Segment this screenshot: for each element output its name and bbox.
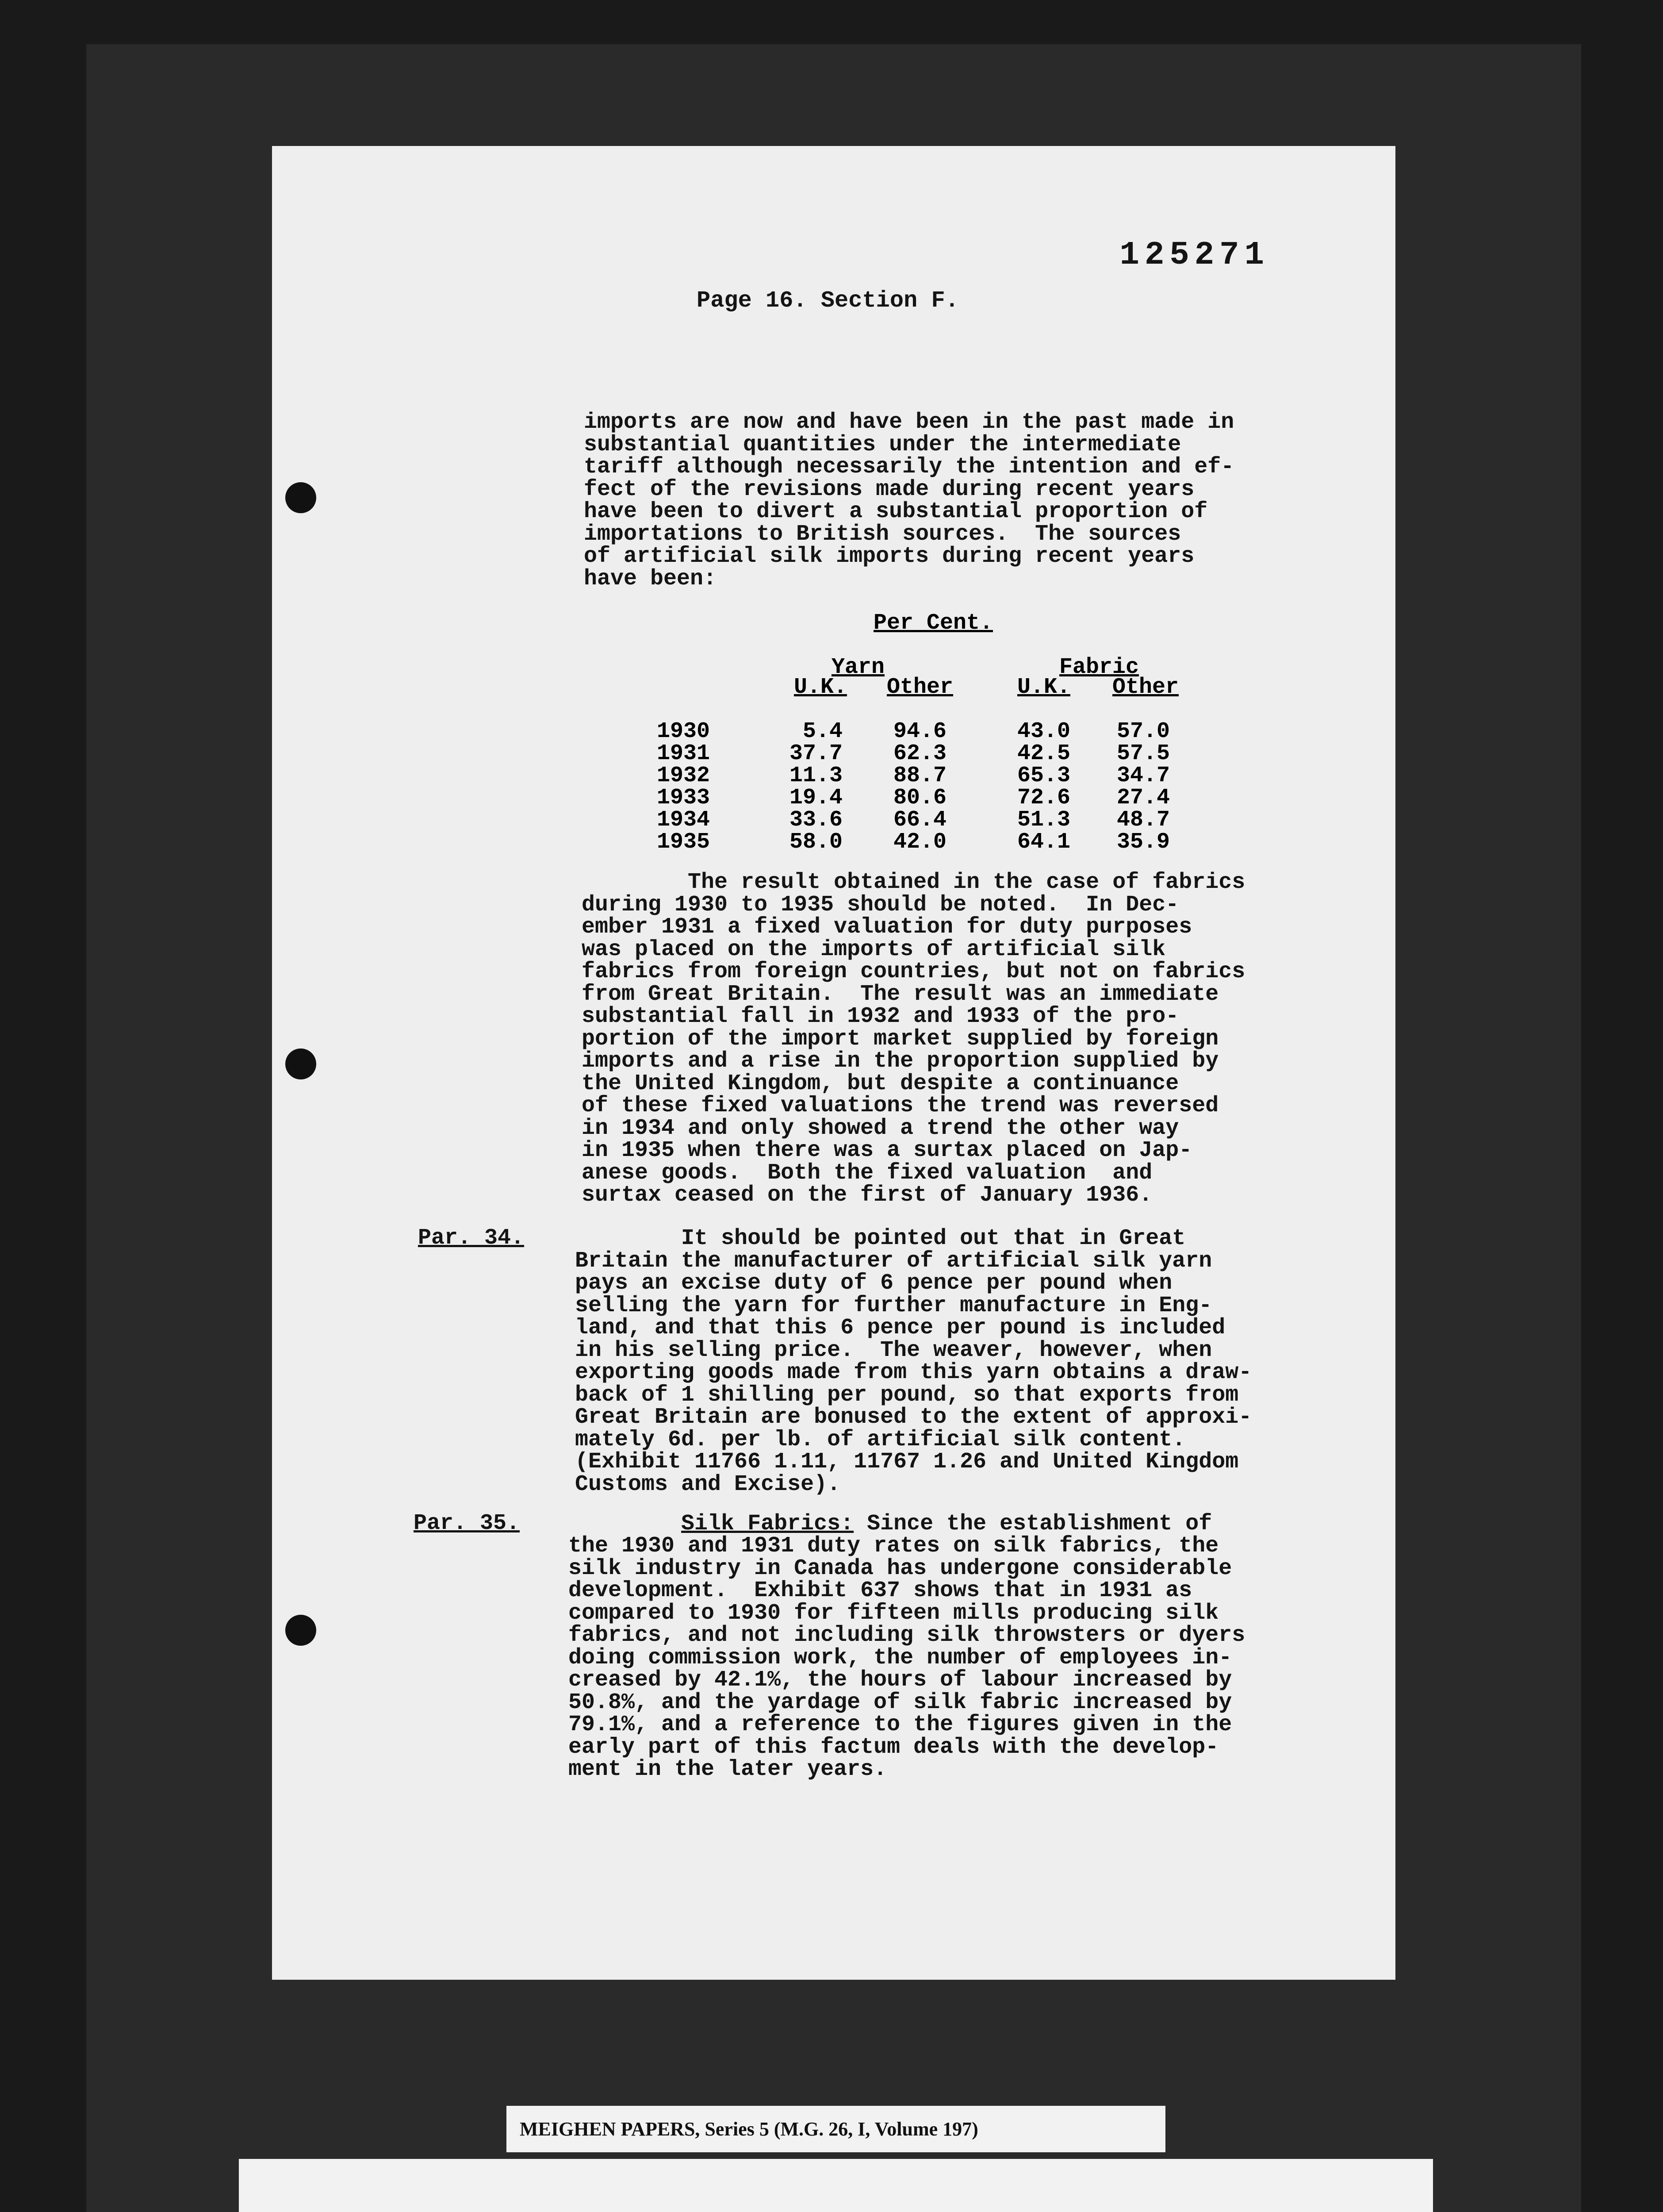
year-cell: 1932 — [657, 763, 710, 788]
yarn-group-header: Yarn — [832, 655, 885, 680]
fabric-other-cell: 35.9 — [1117, 830, 1170, 855]
table-row — [657, 763, 1364, 788]
table-row — [657, 807, 1364, 833]
par-35-first-line-rest: Since the establishment of — [854, 1511, 1212, 1536]
fabric-other-cell: 48.7 — [1117, 807, 1170, 833]
table-row — [657, 785, 1364, 810]
yarn-uk-cell: 19.4 — [789, 785, 843, 810]
yarn-uk-header: U.K. — [794, 675, 847, 700]
fabric-other-header: Other — [1112, 675, 1179, 700]
yarn-other-cell: 42.0 — [893, 830, 947, 855]
table-row — [657, 719, 1364, 744]
year-cell: 1934 — [657, 807, 710, 833]
year-cell: 1933 — [657, 785, 710, 810]
yarn-uk-cell: 33.6 — [789, 807, 843, 833]
fabric-uk-cell: 51.3 — [1017, 807, 1071, 833]
fabric-other-cell: 57.5 — [1117, 741, 1170, 766]
par-34-label: Par. 34. — [418, 1225, 525, 1251]
punch-hole — [285, 1615, 316, 1646]
table-row — [657, 741, 1364, 766]
year-cell: 1930 — [657, 719, 710, 744]
yarn-uk-cell: 11.3 — [789, 763, 843, 788]
par-34-text: It should be pointed out that in Great Britain the manufacturer of artificial silk yarn pays an excise duty of 6 pence per pound when selling the yarn for further manufacture in Eng- land, and that this 6 pence per pound is included in his selling price. The weaver, however, when exporting goods made from this yarn obtains a draw- back of 1 shilling per pound, so that exports from Great Britain are bonused to the extent of approxi- mately 6d. per lb. of artificial silk content. (Exhibit 11766 1.11, 11767 1.26 and United Kingdom Customs and Excise). — [575, 1226, 1252, 1497]
fabric-uk-cell: 72.6 — [1017, 785, 1071, 810]
fabric-uk-header: U.K. — [1017, 675, 1071, 700]
fabric-uk-cell: 65.3 — [1017, 763, 1071, 788]
table-region — [657, 611, 1364, 1009]
yarn-other-header: Other — [887, 675, 954, 700]
punch-hole — [285, 482, 316, 513]
yarn-other-cell: 80.6 — [893, 785, 947, 810]
intro-paragraph: imports are now and have been in the past made in substantial quantities under the intermediate tariff although necessarily the intention and ef- fect of the revisions made during recent years have been to divert a substantial proportion of importations to British sources. The sources of artificial silk imports during recent years have been: — [584, 410, 1234, 591]
yarn-uk-cell: 37.7 — [789, 741, 843, 766]
fabric-other-cell: 57.0 — [1117, 719, 1170, 744]
page-header: Page 16. Section F. — [697, 288, 959, 314]
yarn-uk-cell: 5.4 — [803, 719, 843, 744]
yarn-other-cell: 94.6 — [893, 719, 947, 744]
document-page — [272, 146, 1395, 1980]
silk-fabrics-heading: Silk Fabrics: — [681, 1511, 854, 1536]
archive-volume-label: MEIGHEN PAPERS, Series 5 (M.G. 26, I, Volume 197) — [506, 2106, 1165, 2152]
par-35-text: the 1930 and 1931 duty rates on silk fabrics, the silk industry in Canada has undergone considerable development. Exhibit 637 shows that in 1931 as compared to 1930 for fifteen mills producing silk fabrics, and not including silk throwsters or dyers doing commission work, the number of employees in- creased by 42.1%, the hours of labour increased by 50.8%, and the yardage of silk fabric increased by 79.1%, and a reference to the figures given in the early part of this factum deals with the develop- ment in the later years. — [568, 1533, 1245, 1782]
par-35-label: Par. 35. — [414, 1511, 520, 1536]
table-row — [657, 830, 1364, 855]
public-archives-card — [239, 2159, 1433, 2212]
yarn-other-cell: 88.7 — [893, 763, 947, 788]
fabrics-paragraph: The result obtained in the case of fabrics during 1930 to 1935 should be noted. In Dec- ember 1931 a fixed valuation for duty purposes was placed on the imports of artificial silk fabrics from foreign countries, but not on fabrics from Great Britain. The result was an immediate substantial fall in 1932 and 1933 of the pro- portion of the import market supplied by foreign imports and a rise in the proportion supplied by the United Kingdom, but despite a continuance of these fixed valuations the trend was reversed in 1934 and only showed a trend the other way in 1935 when there was a surtax placed on Jap- anese goods. Both the fixed valuation and surtax ceased on the first of January 1936. — [582, 870, 1245, 1208]
table-caption: Per Cent. — [874, 611, 993, 636]
year-cell: 1931 — [657, 741, 710, 766]
yarn-uk-cell: 58.0 — [789, 830, 843, 855]
fabric-uk-cell: 64.1 — [1017, 830, 1071, 855]
punch-hole — [285, 1048, 316, 1079]
yarn-other-cell: 62.3 — [893, 741, 947, 766]
fabric-uk-cell: 43.0 — [1017, 719, 1071, 744]
year-cell: 1935 — [657, 830, 710, 855]
fabric-uk-cell: 42.5 — [1017, 741, 1071, 766]
fabric-other-cell: 27.4 — [1117, 785, 1170, 810]
par-35-first-line — [575, 1513, 1212, 1536]
fabric-other-cell: 34.7 — [1117, 763, 1170, 788]
fabric-group-header: Fabric — [1059, 655, 1139, 680]
document-number-stamp: 125271 — [1119, 237, 1269, 274]
yarn-other-cell: 66.4 — [893, 807, 947, 833]
